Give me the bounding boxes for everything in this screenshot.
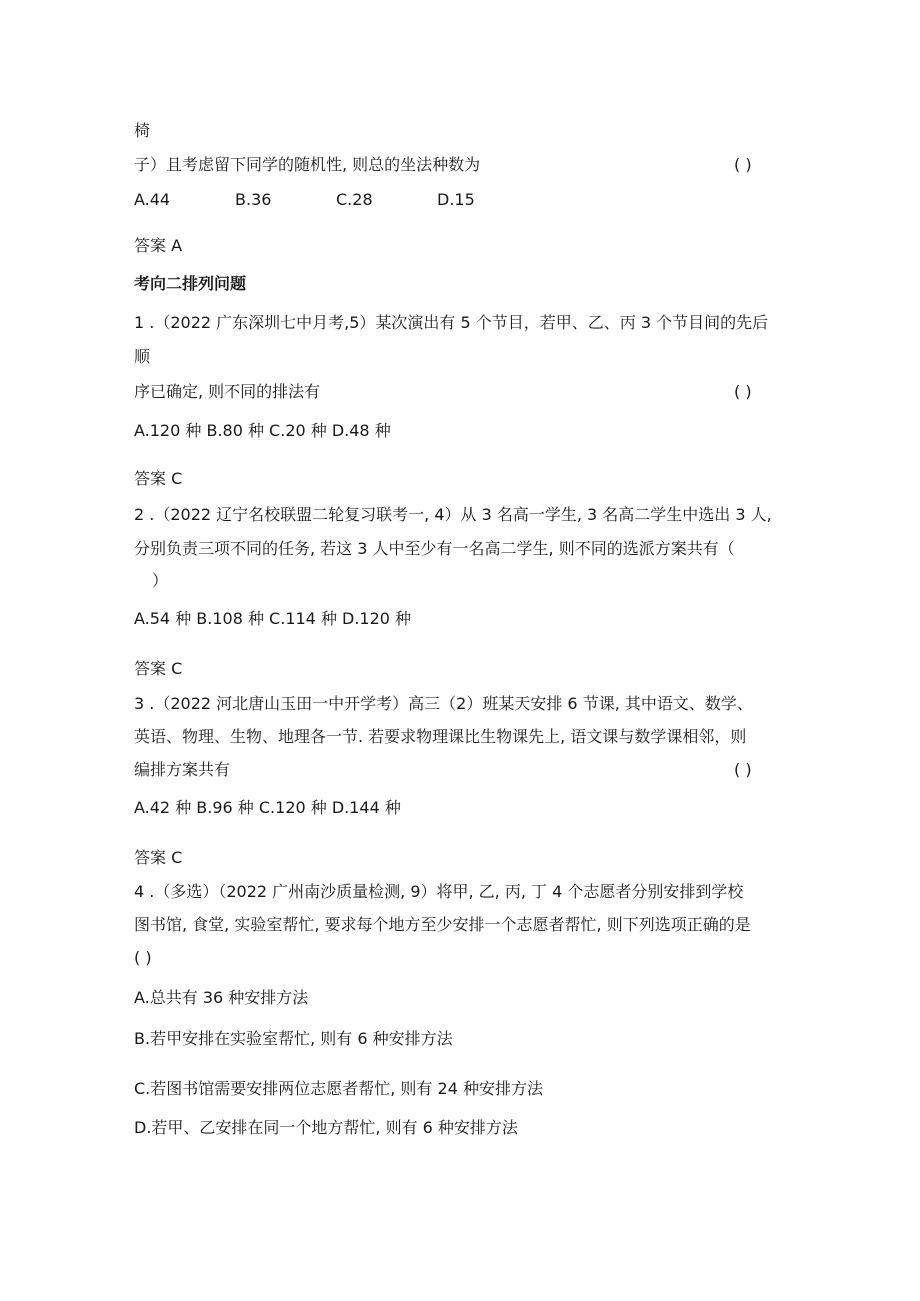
q3-line-3: 编排方案共有 (134, 760, 231, 779)
q2-answer: 答案 C (134, 659, 183, 678)
q3-options: A.42 种 B.96 种 C.120 种 D.144 种 (134, 798, 401, 817)
q1-line-3: 序已确定, 则不同的排法有 (134, 382, 321, 401)
intro-option-a: A.44 (134, 190, 171, 209)
q3-answer: 答案 C (134, 848, 183, 867)
intro-answer-paren: ( ) (734, 155, 752, 174)
q4-option-b: B.若甲安排在实验室帮忙, 则有 6 种安排方法 (134, 1029, 453, 1048)
intro-option-c: C.28 (336, 190, 373, 209)
intro-option-d: D.15 (437, 190, 475, 209)
intro-line-1: 椅 (134, 121, 151, 140)
intro-line-2: 子）且考虑留下同学的随机性, 则总的坐法种数为 (134, 155, 481, 174)
q4-line-1: 4 .（多选）（2022 广州南沙质量检测, 9）将甲, 乙, 丙, 丁 4 个志愿者分别安排到学校 (134, 882, 744, 901)
q4-option-d: D.若甲、乙安排在同一个地方帮忙, 则有 6 种安排方法 (134, 1118, 518, 1137)
q4-line-2: 图书馆, 食堂, 实验室帮忙, 要求每个地方至少安排一个志愿者帮忙, 则下列选项正确的是 (134, 915, 751, 934)
q3-line-1: 3 .（2022 河北唐山玉田一中开学考）高三（2）班某天安排 6 节课, 其中语文、数学、 (134, 694, 753, 713)
q2-options: A.54 种 B.108 种 C.114 种 D.120 种 (134, 609, 412, 628)
q1-line-1: 1 .（2022 广东深圳七中月考,5）某次演出有 5 个节目，若甲、乙、丙 3 个节目间的先后 (134, 313, 769, 332)
intro-answer: 答案 A (134, 236, 183, 255)
q4-option-c: C.若图书馆需要安排两位志愿者帮忙, 则有 24 种安排方法 (134, 1079, 543, 1098)
q3-line-2: 英语、物理、生物、地理各一节. 若要求物理课比生物课先上, 语文课与数学课相邻，则 (134, 727, 747, 746)
q2-line-1: 2 .（2022 辽宁名校联盟二轮复习联考一, 4）从 3 名高一学生, 3 名高二学生中选出 3 人, (134, 505, 772, 524)
q2-line-2: 分别负责三项不同的任务, 若这 3 人中至少有一名高二学生, 则不同的选派方案共有（ (134, 539, 735, 558)
q2-line-3: ） (152, 571, 169, 590)
q1-answer-paren: ( ) (734, 382, 752, 401)
section-title: 考向二排列问题 (134, 274, 247, 293)
q1-line-2: 顺 (134, 347, 151, 366)
q4-option-a: A.总共有 36 种安排方法 (134, 988, 309, 1007)
q1-answer: 答案 C (134, 469, 183, 488)
q4-answer-paren: ( ) (134, 948, 152, 967)
q3-answer-paren: ( ) (734, 760, 752, 779)
intro-option-b: B.36 (235, 190, 272, 209)
q1-options: A.120 种 B.80 种 C.20 种 D.48 种 (134, 421, 391, 440)
